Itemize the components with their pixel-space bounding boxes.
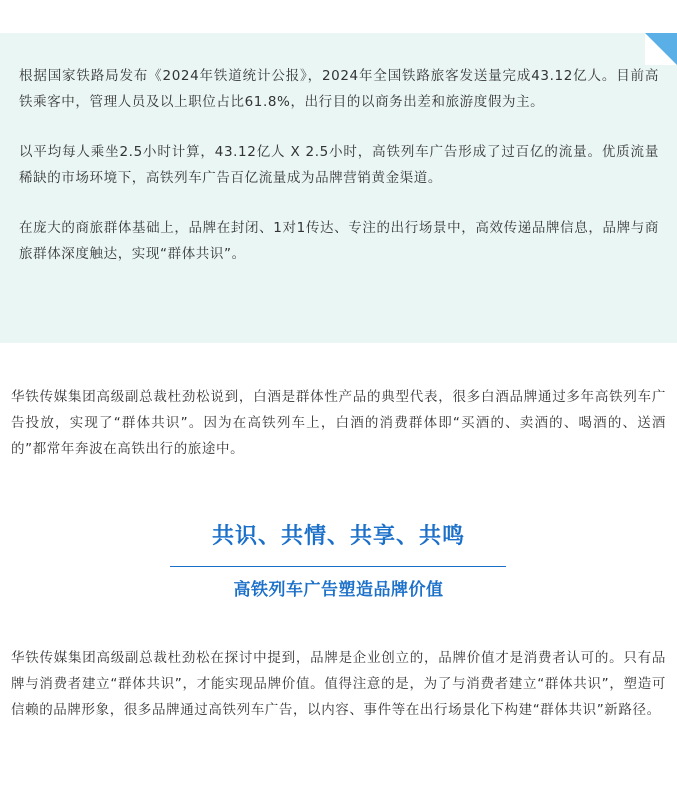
callout-paragraph: 以平均每人乘坐2.5小时计算，43.12亿人 X 2.5小时，高铁列车广告形成了过百亿的流量。优质流量稀缺的市场环境下，高铁列车广告百亿流量成为品牌营销黄金渠道。 — [19, 144, 659, 186]
article-paragraph-text: 华铁传媒集团高级副总裁杜劲松说到，白酒是群体性产品的典型代表，很多白酒品牌通过多年高铁列车广告投放，实现了“群体共识”。因为在高铁列车上，白酒的消费群体即“买酒的、卖酒的、喝酒的、送酒的”都常年奔波在高铁出行的旅途中。 — [11, 389, 666, 457]
corner-fold-icon — [645, 33, 677, 65]
heading-divider — [170, 566, 506, 567]
section-subheading: 高铁列车广告塑造品牌价值 — [233, 580, 444, 600]
article-paragraph — [11, 384, 666, 462]
callout-paragraph: 根据国家铁路局发布《2024年铁道统计公报》，2024年全国铁路旅客发送量完成43.12亿人。目前高铁乘客中，管理人员及以上职位占比61.8%，出行目的以商务出差和旅游度假为主。 — [19, 68, 659, 110]
section-heading: 共识、共情、共享、共鸣 — [211, 524, 465, 549]
callout-paragraph: 在庞大的商旅群体基础上，品牌在封闭、1对1传达、专注的出行场景中，高效传递品牌信息，品牌与商旅群体深度触达，实现“群体共识”。 — [19, 220, 659, 262]
article-paragraph — [11, 645, 666, 723]
highlight-callout-box — [0, 33, 677, 343]
article-paragraph-text: 华铁传媒集团高级副总裁杜劲松在探讨中提到，品牌是企业创立的，品牌价值才是消费者认可的。只有品牌与消费者建立“群体共识”，才能实现品牌价值。值得注意的是，为了与消费者建立“群体共识”，塑造可信赖的品牌形象，很多品牌通过高铁列车广告，以内容、事件等在出行场景化下构建“群体共识”新路径。 — [11, 650, 666, 718]
callout-content — [19, 63, 659, 267]
